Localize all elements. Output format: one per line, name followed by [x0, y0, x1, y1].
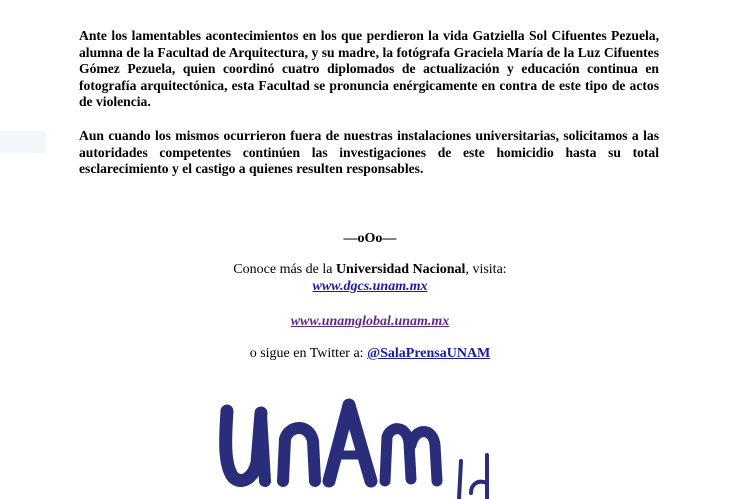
separator: —oOo—	[343, 231, 397, 246]
logo-global-l	[459, 461, 461, 499]
unam-global-logo	[205, 385, 525, 499]
dgcs-link-line	[0, 278, 740, 295]
twitter-handle-link[interactable]: @SalaPrensaUNAM	[367, 346, 491, 361]
dgcs-link[interactable]: www.dgcs.unam.mx	[312, 279, 428, 294]
conoce-suffix: , visita:	[465, 262, 507, 277]
statement-paragraph-1: Ante los lamentables acontecimientos en los que perdieron la vida Gatziella Sol Cifuentes Pezuela, alumna de la Facultad de Arquitectura, y su madre, la fotógrafa Graciela María de la Luz Cifuentes Gómez Pezuela, quien coordinó cuatro diplomados de actualización y educación continua en fotografía arquitectónica, esta Facultad se pronuncia enérgicamente en contra de este tipo de actos de violencia.	[79, 28, 659, 110]
unamglobal-link[interactable]: www.unamglobal.unam.mx	[290, 314, 450, 329]
twitter-prefix: o sigue en Twitter a:	[249, 346, 368, 361]
logo-global-d	[471, 455, 487, 499]
twitter-line	[0, 345, 740, 362]
logo-letter-a	[329, 405, 371, 481]
conoce-mas-line	[0, 261, 740, 278]
statement-paragraph-2: Aun cuando los mismos ocurrieron fuera de nuestras instalaciones universitarias, solicitamos a las autoridades competentes continúen las investigaciones de este homicidio hasta su total esclarecimiento y el castigo a quienes resulten responsables.	[79, 128, 659, 177]
university-name: Universidad Nacional	[335, 262, 466, 277]
conoce-prefix: Conoce más de la	[233, 262, 336, 277]
left-edge-highlight	[0, 131, 46, 153]
unamglobal-link-line	[0, 313, 740, 330]
logo-letter-u-stem	[261, 415, 265, 481]
logo-letter-n	[283, 428, 315, 481]
logo-letter-m	[385, 429, 437, 481]
